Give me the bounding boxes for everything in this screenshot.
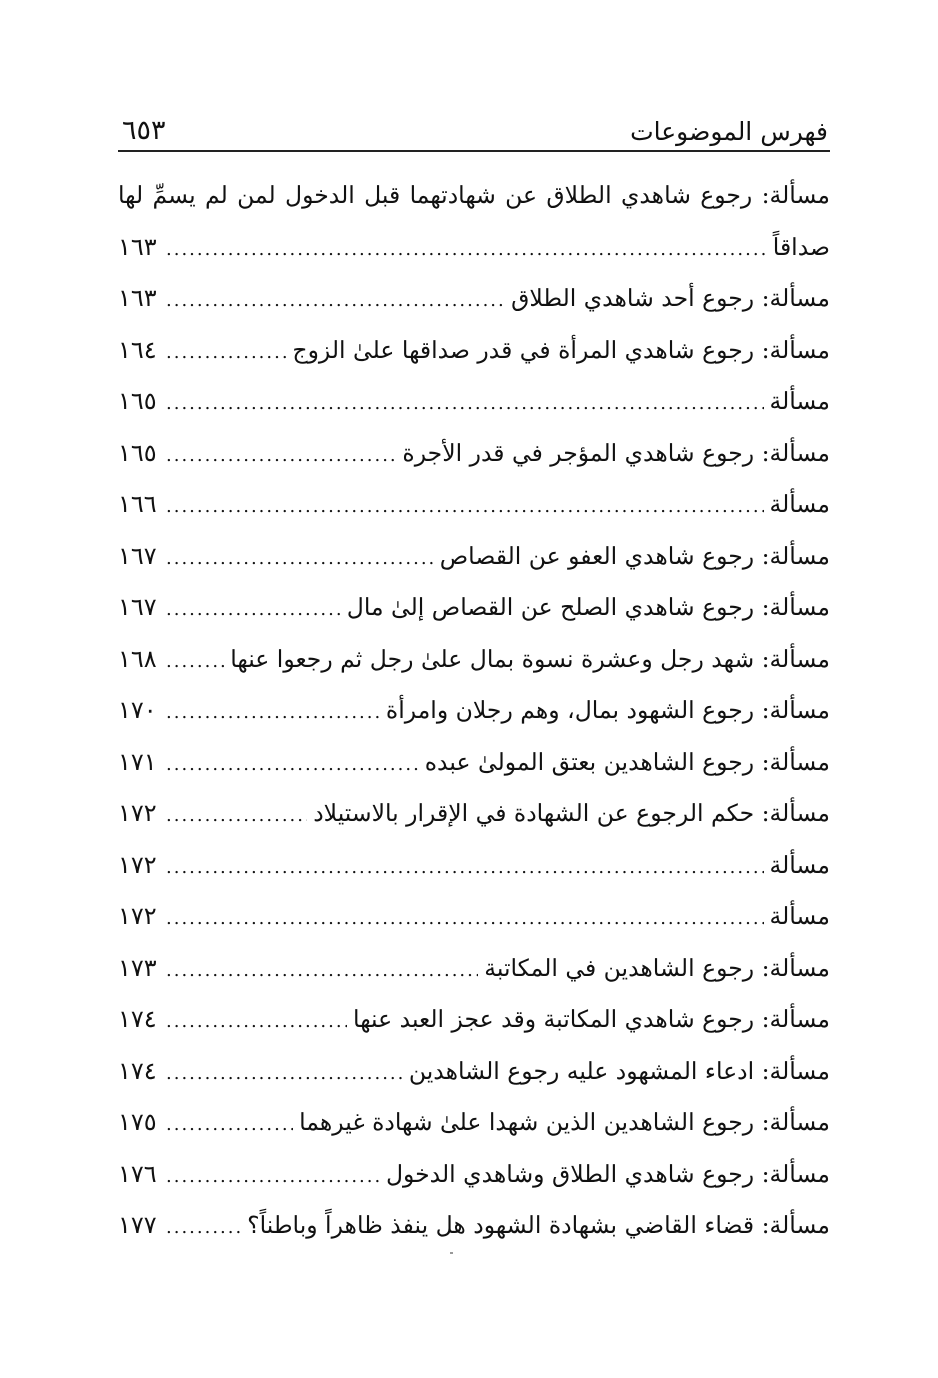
dot-leader xyxy=(166,275,505,327)
toc-entry-text: مسألة xyxy=(769,902,830,930)
dot-leader xyxy=(166,481,764,533)
toc-entry xyxy=(118,1046,830,1098)
toc-entry-page-number: ١٦٦ xyxy=(118,490,157,518)
running-header xyxy=(118,100,830,146)
toc-entry-text: مسألة xyxy=(769,387,830,415)
dot-leader xyxy=(166,1151,380,1203)
toc-entry xyxy=(118,1097,830,1149)
toc-entry xyxy=(118,273,830,325)
dot-leader xyxy=(166,327,286,379)
toc-entry xyxy=(118,479,830,531)
table-of-contents xyxy=(118,170,830,1252)
toc-entry-text: مسألة: شهد رجل وعشرة نسوة بمال علىٰ رجل ثم رجعوا عنها xyxy=(230,644,830,673)
toc-entry xyxy=(118,891,830,943)
dot-leader xyxy=(166,1202,241,1254)
toc-entry-page-number: ١٦٣ xyxy=(118,232,157,261)
toc-entry-text: مسألة: رجوع شاهدي الصلح عن القصاص إلىٰ مال xyxy=(346,593,830,621)
toc-entry-text: مسألة: رجوع أحد شاهدي الطلاق xyxy=(511,284,830,312)
toc-entry-page-number: ١٧١ xyxy=(118,747,157,776)
toc-entry-text: مسألة: رجوع الشاهدين الذين شهدا علىٰ شهادة غيرهما xyxy=(299,1108,830,1136)
toc-entry-text: مسألة: حكم الرجوع عن الشهادة في الإقرار بالاستيلاد xyxy=(313,799,830,827)
toc-entry-page-number: ١٧٢ xyxy=(118,902,157,930)
toc-entry xyxy=(118,943,830,995)
toc-entry-page-number: ١٧٥ xyxy=(118,1108,157,1136)
dot-leader xyxy=(166,945,478,997)
toc-entry-page-number: ١٧٤ xyxy=(118,1056,157,1085)
dot-leader xyxy=(166,790,307,842)
header-page-number: ٦٥٣ xyxy=(122,115,166,146)
toc-entry xyxy=(118,428,830,480)
toc-entry-page-number: ١٦٥ xyxy=(118,387,157,415)
toc-entry xyxy=(118,788,830,840)
toc-entry xyxy=(118,582,830,634)
dot-leader xyxy=(166,893,764,945)
dot-leader xyxy=(166,996,347,1048)
toc-entry-text: مسألة: رجوع الشهود بمال، وهم رجلان وامرأة xyxy=(385,696,830,724)
toc-entry xyxy=(118,1200,830,1252)
toc-entry-page-number: ١٧٠ xyxy=(118,696,157,724)
toc-entry xyxy=(118,994,830,1046)
toc-entry-page-number: ١٧٢ xyxy=(118,850,157,879)
toc-entry-page-number: ١٦٣ xyxy=(118,284,157,312)
toc-entry-first-line: مسألة: رجوع شاهدي الطلاق عن شهادتهما قبل الدخول لمن لم يسمِّ لها xyxy=(118,181,830,209)
toc-entry xyxy=(118,685,830,737)
ink-speck xyxy=(450,1252,453,1254)
document-page xyxy=(118,100,830,1252)
toc-entry xyxy=(118,222,830,274)
toc-entry-page-number: ١٦٥ xyxy=(118,438,157,467)
header-rule xyxy=(118,150,830,152)
toc-entry-text: مسألة: رجوع شاهدي المرأة في قدر صداقها علىٰ الزوج xyxy=(292,335,830,364)
dot-leader xyxy=(166,378,764,430)
toc-entry-text: مسألة xyxy=(769,490,830,518)
dot-leader xyxy=(166,1099,293,1151)
toc-entry-text: صداقاً xyxy=(772,232,830,261)
toc-entry xyxy=(118,531,830,583)
dot-leader xyxy=(166,224,767,276)
toc-entry xyxy=(118,840,830,892)
dot-leader xyxy=(166,533,434,585)
dot-leader xyxy=(166,1048,403,1100)
dot-leader xyxy=(166,842,764,894)
toc-entry xyxy=(118,1149,830,1201)
toc-entry-text: مسألة: رجوع شاهدي المكاتبة وقد عجز العبد عنها xyxy=(353,1005,830,1033)
toc-entry-page-number: ١٦٨ xyxy=(118,644,157,673)
toc-entry-text: مسألة xyxy=(769,850,830,879)
dot-leader xyxy=(166,687,380,739)
toc-entry-page-number: ١٦٧ xyxy=(118,593,157,621)
toc-entry-page-number: ١٦٧ xyxy=(118,541,157,570)
toc-entry-text: مسألة: رجوع الشاهدين بعتق المولىٰ عبده xyxy=(424,747,830,776)
toc-entry-text: مسألة: رجوع شاهدي المؤجر في قدر الأجرة xyxy=(402,438,830,467)
toc-entry-text: مسألة: قضاء القاضي بشهادة الشهود هل ينفذ ظاهراً وباطناً؟ xyxy=(247,1211,830,1239)
dot-leader xyxy=(166,430,396,482)
toc-entry xyxy=(118,737,830,789)
dot-leader xyxy=(166,636,224,688)
toc-entry-page-number: ١٧٣ xyxy=(118,953,157,982)
toc-entry-text: مسألة: رجوع شاهدي الطلاق وشاهدي الدخول xyxy=(385,1159,830,1188)
toc-entry-page-number: ١٦٤ xyxy=(118,335,157,364)
toc-entry-page-number: ١٧٧ xyxy=(118,1211,157,1239)
toc-entry-text: مسألة: رجوع الشاهدين في المكاتبة xyxy=(484,953,830,982)
toc-entry xyxy=(118,634,830,686)
header-title: فهرس الموضوعات xyxy=(630,117,828,146)
toc-entry xyxy=(118,376,830,428)
toc-entry-text: مسألة: رجوع شاهدي العفو عن القصاص xyxy=(439,541,830,570)
dot-leader xyxy=(166,584,341,636)
toc-entry-page-number: ١٧٢ xyxy=(118,799,157,827)
toc-entry-text: مسألة: ادعاء المشهود عليه رجوع الشاهدين xyxy=(408,1056,830,1085)
toc-entry-page-number: ١٧٤ xyxy=(118,1005,157,1033)
toc-entry xyxy=(118,325,830,377)
dot-leader xyxy=(166,739,419,791)
toc-entry-page-number: ١٧٦ xyxy=(118,1159,157,1188)
